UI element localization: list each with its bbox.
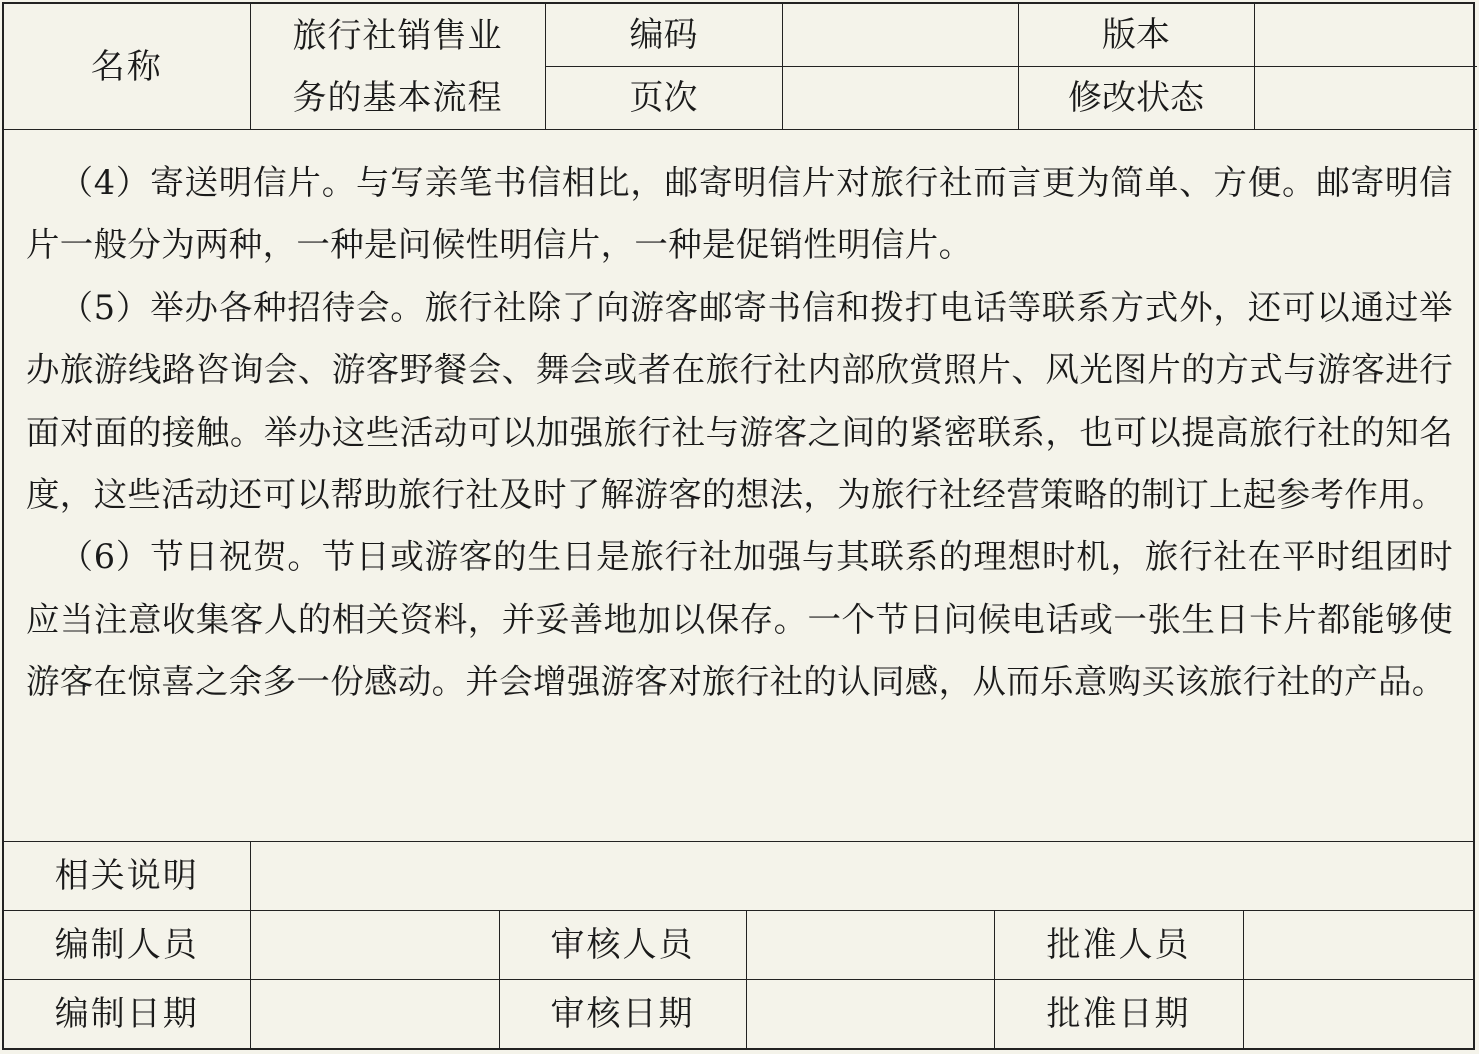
version-value — [1254, 4, 1477, 67]
paragraph: （4）寄送明信片。与写亲笔书信相比，邮寄明信片对旅行社而言更为简单、方便。邮寄明信片一般分为两种，一种是问候性明信片，一种是促销性明信片。 — [26, 163, 1453, 265]
title-line-1: 旅行社销售业 — [292, 15, 503, 56]
paragraph: （5）举办各种招待会。旅行社除了向游客邮寄书信和拨打电话等联系方式外，还可以通过举办旅游线路咨询会、游客野餐会、舞会或者在旅行社内部欣赏照片、风光图片的方式与游客进行面对面的接触。举办这些活动可以加强旅行社与游客之间的紧密联系，也可以提高旅行社的知名度，这些活动还可以帮助旅行社及时了解游客的想法，为旅行社经营策略的制订上起参考作用。 — [26, 287, 1453, 515]
revision-value — [1254, 67, 1477, 130]
body-text — [4, 130, 1473, 842]
page-label: 页次 — [545, 67, 782, 130]
reviewed-date-label: 审核日期 — [499, 980, 746, 1049]
document-title — [250, 4, 545, 130]
header-table — [4, 4, 1477, 130]
page-value — [782, 67, 1018, 130]
approved-by-label: 批准人员 — [994, 911, 1243, 980]
footer-table — [4, 842, 1473, 1048]
approved-date-value — [1243, 980, 1473, 1049]
code-label: 编码 — [545, 4, 782, 67]
notes-label: 相关说明 — [4, 842, 250, 911]
approved-by-value — [1243, 911, 1473, 980]
revision-label: 修改状态 — [1018, 67, 1254, 130]
title-line-2: 务的基本流程 — [292, 77, 503, 118]
reviewed-by-label: 审核人员 — [499, 911, 746, 980]
prepared-date-label: 编制日期 — [4, 980, 250, 1049]
document-form — [2, 2, 1475, 1050]
version-label: 版本 — [1018, 4, 1254, 67]
prepared-by-value — [250, 911, 499, 980]
name-label: 名称 — [4, 4, 250, 130]
prepared-by-label: 编制人员 — [4, 911, 250, 980]
reviewed-date-value — [746, 980, 994, 1049]
notes-value — [250, 842, 1473, 911]
reviewed-by-value — [746, 911, 994, 980]
code-value — [782, 4, 1018, 67]
prepared-date-value — [250, 980, 499, 1049]
paragraph: （6）节日祝贺。节日或游客的生日是旅行社加强与其联系的理想时机，旅行社在平时组团时应当注意收集客人的相关资料，并妥善地加以保存。一个节日问候电话或一张生日卡片都能够使游客在惊喜之余多一份感动。并会增强游客对旅行社的认同感，从而乐意购买该旅行社的产品。 — [26, 537, 1453, 702]
approved-date-label: 批准日期 — [994, 980, 1243, 1049]
